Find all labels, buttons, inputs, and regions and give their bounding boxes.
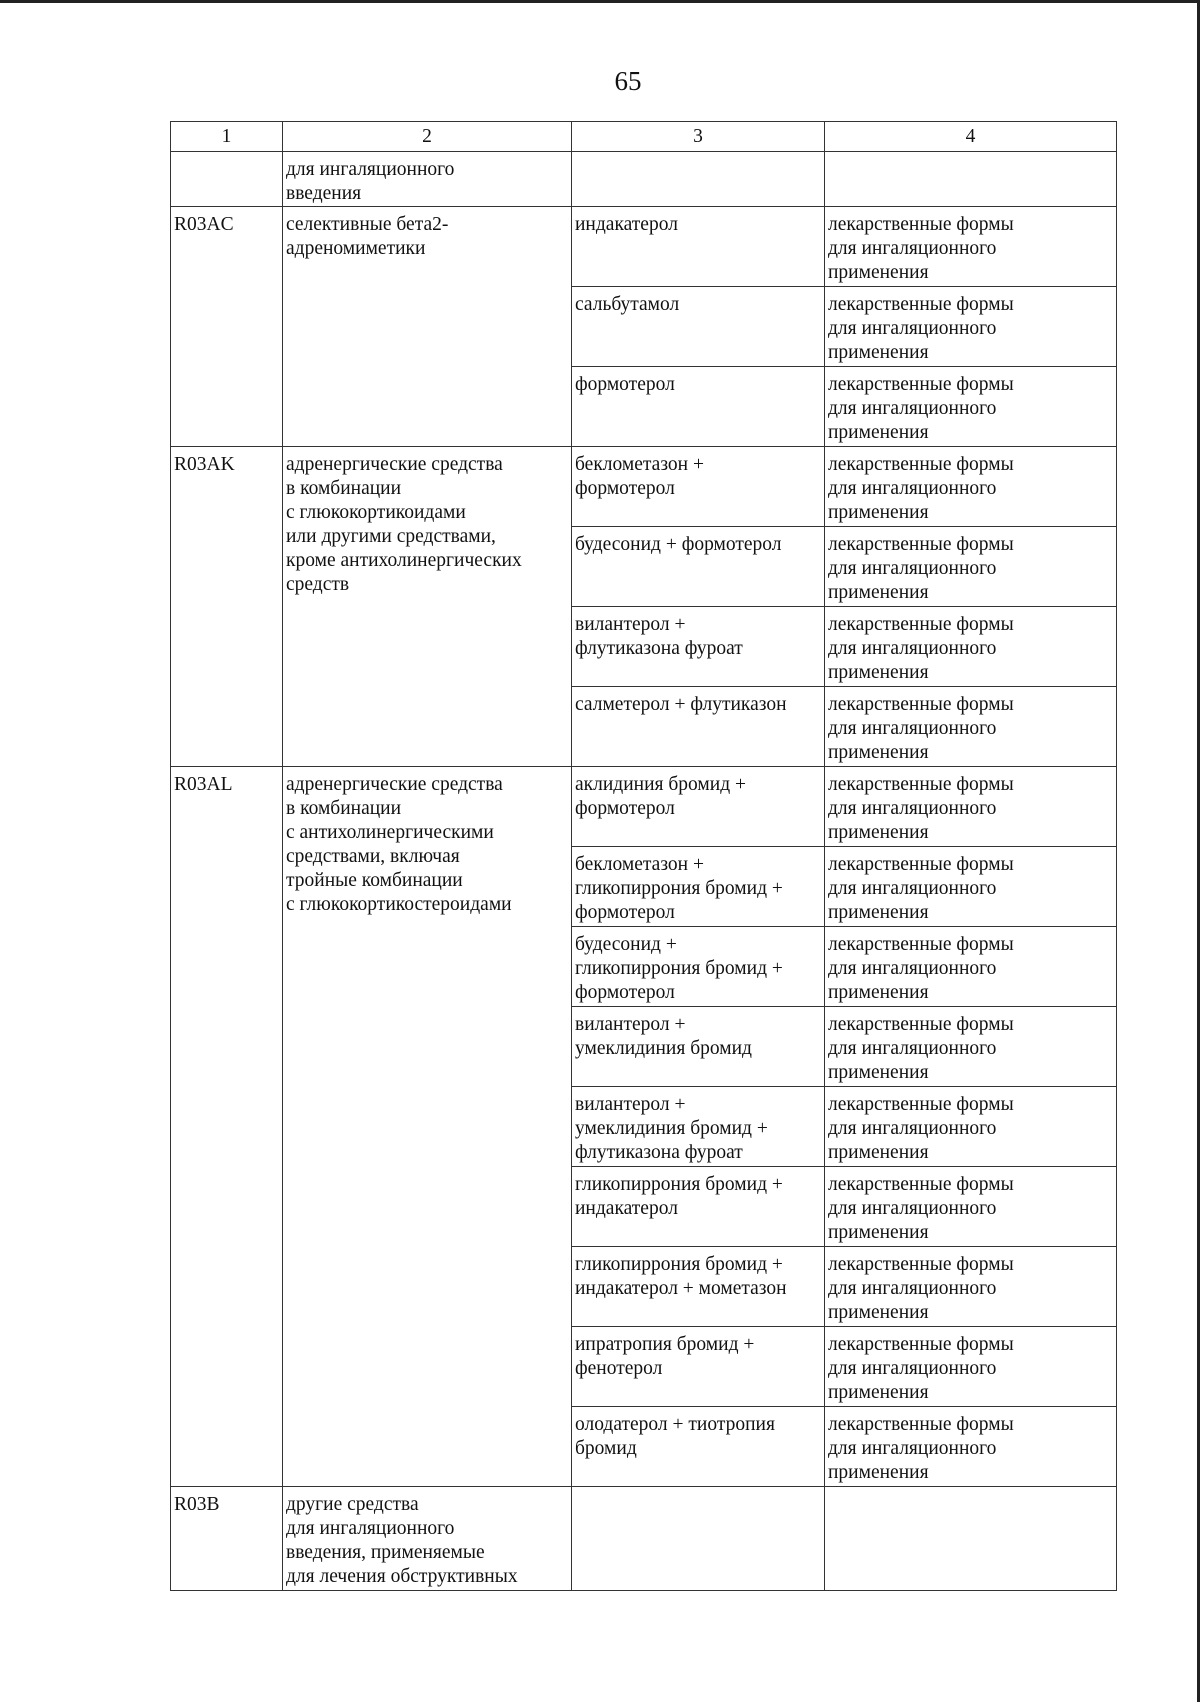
drug-cell: беклометазон + гликопиррония бромид + формотерол [572, 847, 825, 927]
form-cell: лекарственные формы для ингаляционного применения [825, 687, 1117, 767]
code-cell: R03B [171, 1487, 283, 1591]
form-cell [825, 1487, 1117, 1591]
drug-cell: беклометазон + формотерол [572, 447, 825, 527]
code-cell: R03AC [171, 207, 283, 447]
form-cell: лекарственные формы для ингаляционного применения [825, 767, 1117, 847]
code-cell: R03AL [171, 767, 283, 1487]
scan-edge-top [0, 0, 1200, 3]
form-cell: лекарственные формы для ингаляционного применения [825, 927, 1117, 1007]
drug-cell: индакатерол [572, 207, 825, 287]
drug-cell: ипратропия бромид + фенотерол [572, 1327, 825, 1407]
form-cell [825, 152, 1117, 207]
table-row [171, 207, 1117, 287]
drug-cell: вилантерол + флутиказона фуроат [572, 607, 825, 687]
continuation-text: для ингаляционного введения [286, 159, 455, 204]
drug-cell: аклидиния бромид + формотерол [572, 767, 825, 847]
form-cell: лекарственные формы для ингаляционного применения [825, 287, 1117, 367]
table-row [171, 152, 1117, 207]
form-cell: лекарственные формы для ингаляционного применения [825, 1167, 1117, 1247]
table-row [171, 447, 1117, 527]
table-header-row [171, 122, 1117, 152]
drug-cell: гликопиррония бромид + индакатерол + мометазон [572, 1247, 825, 1327]
drug-cell: будесонид + формотерол [572, 527, 825, 607]
drug-cell: вилантерол + умеклидиния бромид [572, 1007, 825, 1087]
column-header: 1 [171, 122, 283, 152]
form-cell: лекарственные формы для ингаляционного применения [825, 447, 1117, 527]
drug-cell: олодатерол + тиотропия бромид [572, 1407, 825, 1487]
form-cell: лекарственные формы для ингаляционного применения [825, 847, 1117, 927]
table-row [171, 767, 1117, 847]
column-header: 3 [572, 122, 825, 152]
drug-cell [572, 152, 825, 207]
column-header: 4 [825, 122, 1117, 152]
group-name-cell: другие средства для ингаляционного введения, применяемые для лечения обструктивных [283, 1487, 572, 1591]
drug-cell: вилантерол + умеклидиния бромид + флутиказона фуроат [572, 1087, 825, 1167]
form-cell: лекарственные формы для ингаляционного применения [825, 527, 1117, 607]
table-row [171, 1487, 1117, 1591]
column-header: 2 [283, 122, 572, 152]
group-name-cell [283, 152, 572, 207]
drug-cell: гликопиррония бромид + индакатерол [572, 1167, 825, 1247]
drug-cell [572, 1487, 825, 1591]
code-cell: R03AK [171, 447, 283, 767]
form-cell: лекарственные формы для ингаляционного применения [825, 1407, 1117, 1487]
page-number: 65 [614, 66, 642, 96]
form-cell: лекарственные формы для ингаляционного применения [825, 207, 1117, 287]
form-cell: лекарственные формы для ингаляционного применения [825, 1247, 1117, 1327]
group-name-cell: селективные бета2- адреномиметики [283, 207, 572, 447]
drug-table [170, 121, 1117, 1591]
form-cell: лекарственные формы для ингаляционного применения [825, 1087, 1117, 1167]
drug-cell: будесонид + гликопиррония бромид + формотерол [572, 927, 825, 1007]
group-name-cell: адренергические средства в комбинации с глюкокортикоидами или другими средствами, кроме антихолинергических средств [283, 447, 572, 767]
form-cell: лекарственные формы для ингаляционного применения [825, 1007, 1117, 1087]
form-cell: лекарственные формы для ингаляционного применения [825, 607, 1117, 687]
form-cell: лекарственные формы для ингаляционного применения [825, 367, 1117, 447]
group-name-cell: адренергические средства в комбинации с антихолинергическими средствами, включая тройные комбинации с глюкокортикостероидами [283, 767, 572, 1487]
drug-cell: салметерол + флутиказон [572, 687, 825, 767]
form-cell: лекарственные формы для ингаляционного применения [825, 1327, 1117, 1407]
drug-cell: формотерол [572, 367, 825, 447]
drug-cell: сальбутамол [572, 287, 825, 367]
code-cell [171, 152, 283, 207]
